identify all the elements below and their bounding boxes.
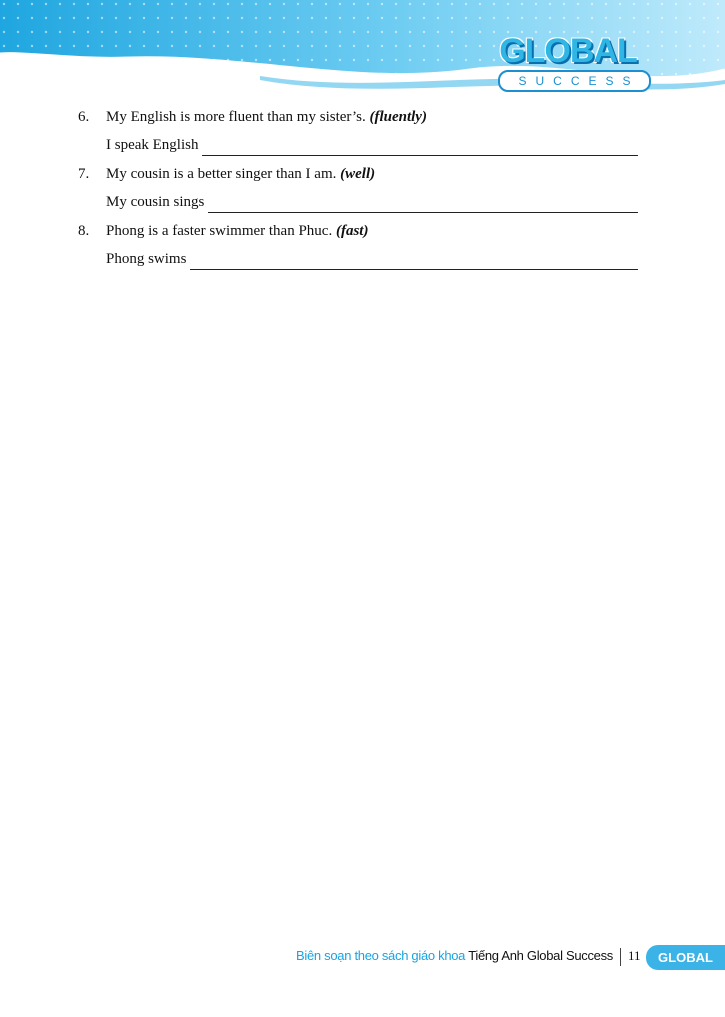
exercise-sentence-line [78, 163, 375, 185]
item-sentence: My cousin is a better singer than I am. [106, 166, 337, 182]
page-footer [0, 942, 725, 972]
answer-blank[interactable] [202, 137, 638, 156]
rewrite-line [106, 134, 638, 156]
page-number: 11 [628, 948, 641, 963]
footer-divider [620, 948, 621, 966]
global-success-logo [492, 33, 644, 93]
answer-blank[interactable] [208, 194, 638, 213]
exercise-item-7 [78, 163, 648, 220]
rewrite-prompt: Phong swims [106, 251, 187, 267]
answer-blank[interactable] [190, 251, 638, 270]
item-hint: (fast) [335, 223, 369, 239]
footer-caption [296, 948, 613, 963]
item-sentence: My English is more fluent than my sister’s. [106, 109, 366, 125]
footer-caption-dark: Tiếng Anh Global Success [468, 948, 613, 963]
rewrite-line [106, 191, 638, 213]
item-number: 6. [78, 109, 90, 125]
logo-sub-text: SUCCESS [498, 70, 651, 92]
exercise-item-8 [78, 220, 648, 277]
exercise-list [78, 106, 648, 277]
item-hint: (well) [340, 166, 376, 182]
logo-main-text: GLOBAL [499, 32, 637, 70]
exercise-item-6 [78, 106, 648, 163]
footer-caption-blue: Biên soạn theo sách giáo khoa [296, 948, 466, 963]
rewrite-prompt: I speak English [106, 137, 199, 153]
rewrite-prompt: My cousin sings [106, 194, 205, 210]
rewrite-line [106, 248, 638, 270]
item-number: 8. [78, 223, 90, 239]
item-number: 7. [78, 166, 90, 182]
item-hint: (fluently) [369, 109, 427, 125]
item-sentence: Phong is a faster swimmer than Phuc. [106, 223, 333, 239]
exercise-sentence-line [78, 106, 427, 128]
footer-logo-badge: GLOBAL [646, 945, 725, 970]
exercise-sentence-line [78, 220, 368, 242]
header-banner [0, 0, 725, 95]
